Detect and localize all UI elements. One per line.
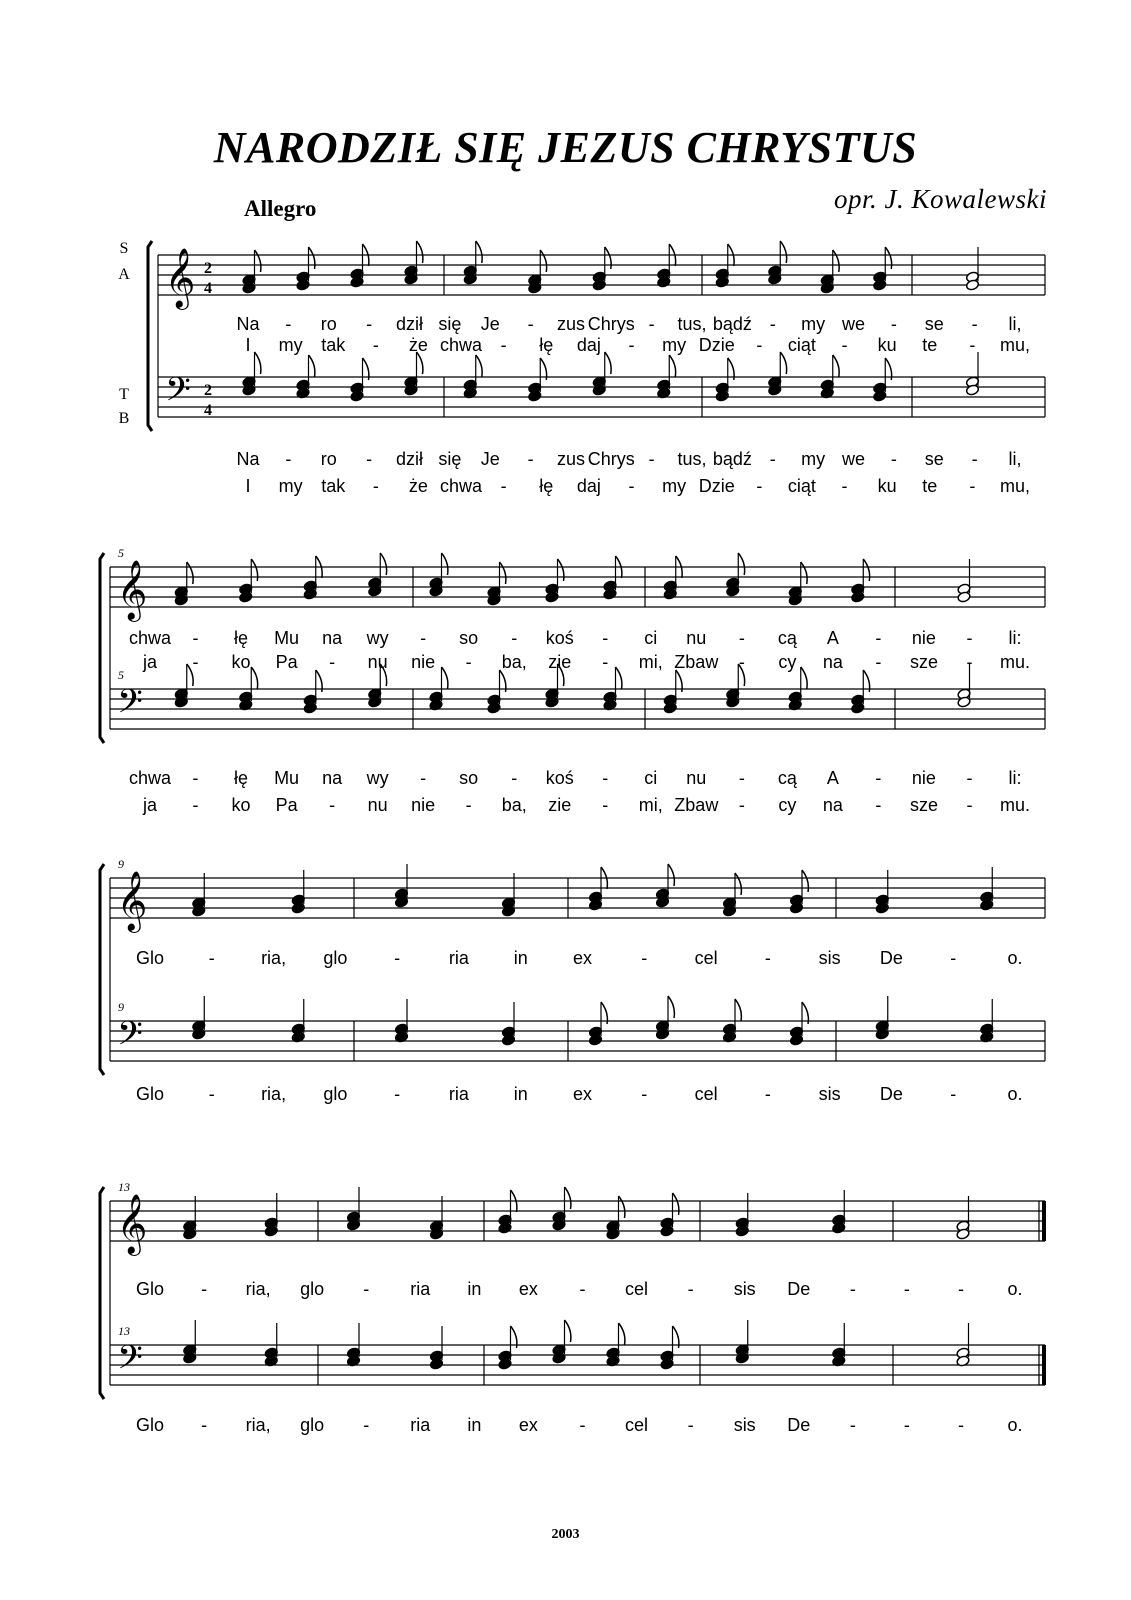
note-flag: [801, 562, 807, 584]
lyric-syllable-lower: na: [322, 768, 343, 788]
note-flag: [565, 1187, 571, 1209]
lyric-syllable-lower: I: [245, 476, 251, 496]
treble-clef-icon: 𝄞: [116, 1194, 148, 1254]
note-flag: [780, 352, 786, 374]
lyric-syllable-upper: nu: [367, 652, 388, 672]
lyric-syllable-lower: -: [329, 795, 336, 815]
note-flag: [802, 870, 808, 892]
lyric-syllable-upper: mu.: [999, 652, 1031, 672]
lyric-syllable-lower: łę: [234, 768, 249, 788]
lyric-syllable-lower: -: [511, 768, 518, 788]
lyric-syllable-upper: nie: [911, 628, 936, 648]
lyric-syllable-upper: chwa: [128, 628, 172, 648]
lyric-syllable-lower: ex: [572, 1084, 593, 1104]
lyric-syllable-lower: -: [285, 449, 292, 469]
lyric-syllable-lower: Zbaw: [674, 795, 719, 815]
note-flag: [669, 355, 675, 377]
lyric-syllable-upper: -: [971, 314, 978, 334]
tempo-marking: Allegro: [244, 196, 317, 221]
lyric-syllable-lower: -: [201, 1415, 208, 1435]
note-flag: [565, 1320, 571, 1342]
lyric-syllable-upper: my: [662, 335, 687, 355]
lyric-syllable-lower: glo: [300, 1415, 325, 1435]
lyric-syllable-lower: zie: [548, 795, 572, 815]
note-flag: [442, 667, 448, 689]
lyric-syllable-upper: nie: [411, 652, 436, 672]
lyric-syllable-lower: nie: [411, 795, 436, 815]
lyric-syllable-lower: -: [648, 449, 655, 469]
lyric-syllable-upper: zus: [556, 314, 585, 334]
lyric-syllable-lower: se: [924, 449, 944, 469]
lyric-syllable-upper: ciąt: [787, 335, 816, 355]
note-flag: [780, 241, 786, 263]
lyric-syllable-lower: chwa: [128, 768, 172, 788]
lyric-syllable-upper: ria,: [261, 948, 287, 968]
note-flag: [673, 1193, 679, 1215]
note-flag: [540, 250, 546, 272]
lyric-syllable-lower: -: [420, 768, 427, 788]
lyric-syllable-lower: ria: [410, 1415, 431, 1435]
note-flag: [885, 247, 891, 269]
lyric-syllable-lower: się: [438, 449, 462, 469]
measure-number-upper: 5: [118, 546, 124, 560]
time-signature-top: 2: [204, 260, 212, 277]
lyric-syllable-lower: -: [849, 1415, 856, 1435]
lyric-syllable-upper: my: [801, 314, 826, 334]
lyric-syllable-upper: łę: [539, 335, 554, 355]
lyric-syllable-lower: -: [687, 1415, 694, 1435]
lyric-syllable-upper: -: [957, 1279, 964, 1299]
lyric-syllable-upper: -: [329, 652, 336, 672]
lyric-syllable-upper: tak: [321, 335, 346, 355]
lyric-syllable-lower: Pa: [275, 795, 298, 815]
lyric-syllable-lower: -: [903, 1415, 910, 1435]
footer-year: 2003: [551, 1527, 580, 1542]
measure-number-upper: 9: [118, 857, 124, 871]
lyric-syllable-lower: -: [764, 1084, 771, 1104]
lyric-syllable-upper: Na: [236, 314, 260, 334]
lyric-syllable-upper: -: [648, 314, 655, 334]
lyric-syllable-upper: ria: [410, 1279, 431, 1299]
lyric-syllable-lower: dził: [395, 449, 423, 469]
song-title: NARODZIŁ SIĘ JEZUS CHRYSTUS: [213, 123, 918, 172]
lyric-syllable-lower: my: [278, 476, 303, 496]
note-flag: [442, 553, 448, 575]
note-flag: [187, 562, 193, 584]
lyric-syllable-upper: -: [208, 948, 215, 968]
lyric-syllable-lower: bądź: [712, 449, 752, 469]
lyric-syllable-upper: sis: [818, 948, 841, 968]
bass-clef-icon: 𝄢: [165, 371, 191, 417]
note-flag: [833, 355, 839, 377]
lyric-syllable-upper: I: [245, 335, 251, 355]
lyric-syllable-lower: Mu: [274, 768, 300, 788]
final-barline: [1042, 1345, 1046, 1385]
lyric-syllable-upper: -: [738, 652, 745, 672]
lyric-syllable-lower: -: [875, 768, 882, 788]
lyric-syllable-lower: Je: [480, 449, 500, 469]
lyric-syllable-lower: ku: [877, 476, 897, 496]
note-flag: [619, 1196, 625, 1218]
lyric-syllable-upper: Glo: [135, 1279, 165, 1299]
lyric-syllable-lower: mu.: [999, 795, 1031, 815]
lyric-syllable-lower: na: [822, 795, 843, 815]
lyric-syllable-upper: -: [969, 335, 976, 355]
lyric-syllable-upper: Mu: [274, 628, 300, 648]
lyric-syllable-lower: -: [966, 768, 973, 788]
lyric-syllable-upper: -: [285, 314, 292, 334]
time-signature-bottom: 4: [204, 280, 212, 297]
note-flag: [605, 352, 611, 374]
lyric-syllable-lower: glo: [323, 1084, 348, 1104]
arranger-credit: opr. J. Kowalewski: [833, 184, 1047, 214]
lyric-syllable-upper: ex: [518, 1279, 538, 1299]
lyric-syllable-lower: -: [756, 476, 763, 496]
note-flag: [417, 241, 423, 263]
lyric-syllable-upper: -: [579, 1279, 586, 1299]
lyric-syllable-lower: ex: [518, 1415, 538, 1435]
bass-clef-icon: 𝄢: [117, 1339, 143, 1385]
lyric-syllable-lower: sis: [818, 1084, 841, 1104]
lyric-syllable-upper: De: [787, 1279, 811, 1299]
note-flag: [380, 553, 386, 575]
lyric-syllable-lower: -: [966, 795, 973, 815]
note-flag: [668, 864, 674, 886]
lyric-syllable-lower: my: [662, 476, 687, 496]
lyric-syllable-lower: że: [408, 476, 428, 496]
lyric-syllable-upper: in: [467, 1279, 482, 1299]
lyric-syllable-upper: -: [756, 335, 763, 355]
lyric-syllable-lower: -: [890, 449, 897, 469]
system-bracket: [100, 864, 104, 1075]
lyric-syllable-upper: dził: [395, 314, 423, 334]
lyric-syllable-upper: ria: [448, 948, 469, 968]
lyric-syllable-lower: ciąt: [787, 476, 816, 496]
treble-clef-icon: 𝄞: [116, 560, 148, 620]
lyric-syllable-upper: so: [459, 628, 479, 648]
lyric-syllable-upper: -: [602, 628, 609, 648]
voice-label-tenor: T: [119, 386, 129, 403]
lyric-syllable-upper: ria,: [245, 1279, 271, 1299]
lyric-syllable-upper: -: [903, 1279, 910, 1299]
note-flag: [500, 562, 506, 584]
lyric-syllable-lower: ro: [320, 449, 337, 469]
voice-label-bass: B: [118, 410, 130, 427]
lyric-syllable-upper: chwa: [440, 335, 483, 355]
lyric-syllable-upper: bądź: [712, 314, 752, 334]
note-flag: [735, 999, 741, 1021]
lyric-syllable-lower: cy: [778, 795, 797, 815]
lyric-syllable-lower: -: [500, 476, 507, 496]
note-flag: [417, 352, 423, 374]
lyric-syllable-upper: ku: [877, 335, 897, 355]
lyric-syllable-lower: -: [527, 449, 534, 469]
note-flag: [605, 247, 611, 269]
lyric-syllable-lower: -: [875, 795, 882, 815]
lyric-syllable-upper: -: [394, 948, 401, 968]
lyric-syllable-lower: -: [363, 1415, 370, 1435]
lyric-syllable-upper: cel: [694, 948, 718, 968]
system-bracket: [100, 1187, 104, 1399]
lyric-syllable-upper: ba,: [501, 652, 527, 672]
system-bracket: [100, 553, 104, 743]
lyric-syllable-upper: -: [875, 628, 882, 648]
bass-clef-icon: 𝄢: [117, 683, 143, 729]
note-flag: [251, 559, 257, 581]
note-flag: [251, 667, 257, 689]
lyric-syllable-lower: łę: [539, 476, 554, 496]
lyric-syllable-lower: we: [842, 449, 866, 469]
lyric-syllable-lower: -: [192, 768, 199, 788]
lyric-syllable-lower: -: [602, 795, 609, 815]
lyric-syllable-lower: Na: [236, 449, 260, 469]
lyric-syllable-upper: o.: [1007, 1279, 1023, 1299]
lyric-syllable-lower: ria: [448, 1084, 469, 1104]
lyric-syllable-upper: ja: [142, 652, 158, 672]
lyric-syllable-upper: -: [602, 652, 609, 672]
lyric-syllable-upper: tus,: [677, 314, 707, 334]
lyric-syllable-upper: ci: [644, 628, 658, 648]
note-flag: [476, 241, 482, 263]
lyric-syllable-upper: se: [924, 314, 944, 334]
lyric-syllable-lower: nu: [367, 795, 388, 815]
lyric-syllable-lower: cą: [777, 768, 797, 788]
lyric-syllable-upper: na: [322, 628, 343, 648]
lyric-syllable-lower: -: [208, 1084, 215, 1104]
lyric-syllable-lower: -: [465, 795, 472, 815]
lyric-syllable-upper: mu,: [999, 335, 1031, 355]
lyric-syllable-upper: że: [408, 335, 428, 355]
lyric-syllable-upper: Glo: [135, 948, 165, 968]
lyric-syllable-upper: o.: [1007, 948, 1023, 968]
measure-number-lower: 5: [118, 668, 124, 682]
lyric-syllable-lower: ko: [231, 795, 251, 815]
lyric-syllable-lower: daj: [576, 476, 601, 496]
note-flag: [619, 1323, 625, 1345]
lyric-syllable-lower: te: [922, 476, 938, 496]
lyric-syllable-lower: ria,: [245, 1415, 271, 1435]
lyric-syllable-lower: -: [602, 768, 609, 788]
lyric-syllable-upper: sis: [733, 1279, 756, 1299]
lyric-syllable-lower: in: [513, 1084, 528, 1104]
lyric-syllable-upper: cą: [777, 628, 797, 648]
lyric-syllable-upper: -: [192, 652, 199, 672]
lyric-syllable-upper: -: [764, 948, 771, 968]
lyric-syllable-lower: o.: [1007, 1415, 1023, 1435]
lyric-syllable-upper: -: [769, 314, 776, 334]
note-flag: [833, 250, 839, 272]
lyric-syllable-upper: -: [527, 314, 534, 334]
lyric-syllable-upper: -: [687, 1279, 694, 1299]
lyric-syllable-upper: -: [465, 652, 472, 672]
note-flag: [309, 247, 315, 269]
lyric-syllable-lower: -: [394, 1084, 401, 1104]
lyric-syllable-upper: koś: [545, 628, 574, 648]
lyric-syllable-lower: ba,: [501, 795, 527, 815]
lyric-syllable-lower: tak: [321, 476, 346, 496]
voice-label-alto: A: [118, 266, 130, 283]
lyric-syllable-lower: Dzie: [698, 476, 735, 496]
lyric-syllable-lower: mu,: [999, 476, 1031, 496]
lyric-syllable-lower: ja: [142, 795, 158, 815]
lyric-syllable-lower: -: [372, 476, 379, 496]
lyric-syllable-upper: -: [372, 335, 379, 355]
lyric-syllable-upper: -: [966, 652, 973, 672]
lyric-syllable-lower: nu: [686, 768, 707, 788]
lyric-syllable-lower: ci: [644, 768, 658, 788]
lyric-syllable-upper: cel: [625, 1279, 649, 1299]
lyric-syllable-lower: o.: [1007, 1084, 1023, 1104]
lyric-syllable-lower: -: [969, 476, 976, 496]
lyric-syllable-lower: li:: [1008, 768, 1022, 788]
lyric-syllable-upper: ex: [572, 948, 593, 968]
lyric-syllable-upper: glo: [300, 1279, 325, 1299]
lyric-syllable-upper: -: [875, 652, 882, 672]
lyric-syllable-upper: -: [363, 1279, 370, 1299]
lyric-syllable-lower: chwa: [440, 476, 483, 496]
lyric-syllable-upper: Zbaw: [674, 652, 719, 672]
note-flag: [863, 559, 869, 581]
lyric-syllable-lower: -: [579, 1415, 586, 1435]
lyric-syllable-lower: ria,: [261, 1084, 287, 1104]
lyric-syllable-upper: -: [738, 628, 745, 648]
note-flag: [738, 553, 744, 575]
bass-clef-icon: 𝄢: [117, 1015, 143, 1061]
lyric-syllable-lower: -: [769, 449, 776, 469]
lyric-syllable-upper: ko: [231, 652, 251, 672]
system-bracket: [148, 241, 152, 431]
lyric-syllable-upper: -: [511, 628, 518, 648]
lyric-syllable-lower: -: [971, 449, 978, 469]
lyric-syllable-upper: A: [826, 628, 839, 648]
time-signature-bottom: 4: [204, 402, 212, 419]
lyric-syllable-upper: sze: [909, 652, 938, 672]
treble-clef-icon: 𝄞: [116, 871, 148, 931]
note-flag: [476, 355, 482, 377]
treble-clef-icon: 𝄞: [164, 248, 196, 308]
lyric-syllable-upper: -: [966, 628, 973, 648]
lyric-syllable-lower: -: [628, 476, 635, 496]
lyric-syllable-lower: -: [738, 768, 745, 788]
lyric-syllable-lower: De: [879, 1084, 903, 1104]
lyric-syllable-lower: li,: [1008, 449, 1022, 469]
note-flag: [255, 250, 261, 272]
lyric-syllable-upper: -: [420, 628, 427, 648]
lyric-syllable-upper: li,: [1008, 314, 1022, 334]
lyric-syllable-upper: Dzie: [698, 335, 735, 355]
measure-number-lower: 9: [118, 1000, 124, 1014]
lyric-syllable-upper: Chrys: [587, 314, 635, 334]
lyric-syllable-lower: nie: [911, 768, 936, 788]
lyric-syllable-upper: na: [822, 652, 843, 672]
lyric-syllable-upper: ro: [320, 314, 337, 334]
lyric-syllable-lower: mi,: [638, 795, 663, 815]
lyric-syllable-lower: my: [801, 449, 826, 469]
lyric-syllable-lower: cel: [694, 1084, 718, 1104]
lyric-syllable-lower: koś: [545, 768, 574, 788]
lyric-syllable-lower: -: [950, 1084, 957, 1104]
lyric-syllable-lower: -: [366, 449, 373, 469]
lyric-syllable-upper: -: [841, 335, 848, 355]
lyric-syllable-lower: so: [459, 768, 479, 788]
lyric-syllable-upper: Pa: [275, 652, 298, 672]
lyric-syllable-lower: -: [738, 795, 745, 815]
lyric-syllable-lower: sis: [733, 1415, 756, 1435]
lyric-syllable-upper: daj: [576, 335, 601, 355]
lyric-syllable-upper: wy: [366, 628, 389, 648]
note-flag: [255, 352, 261, 374]
note-flag: [558, 559, 564, 581]
lyric-syllable-upper: Je: [480, 314, 500, 334]
lyric-syllable-upper: się: [438, 314, 462, 334]
lyric-syllable-upper: -: [890, 314, 897, 334]
lyric-syllable-upper: we: [842, 314, 866, 334]
measure-number-upper: 13: [118, 1180, 130, 1194]
lyric-syllable-lower: cel: [625, 1415, 649, 1435]
lyric-syllable-upper: glo: [323, 948, 348, 968]
lyric-syllable-lower: zus: [556, 449, 585, 469]
lyric-syllable-upper: -: [641, 948, 648, 968]
lyric-syllable-upper: -: [201, 1279, 208, 1299]
lyric-syllable-upper: li:: [1008, 628, 1022, 648]
lyric-syllable-upper: łę: [234, 628, 249, 648]
lyric-syllable-upper: zie: [548, 652, 572, 672]
lyric-syllable-upper: my: [278, 335, 303, 355]
lyric-syllable-lower: Glo: [135, 1084, 165, 1104]
lyric-syllable-upper: De: [879, 948, 903, 968]
time-signature-top: 2: [204, 382, 212, 399]
lyric-syllable-upper: in: [513, 948, 528, 968]
final-barline: [1042, 1201, 1046, 1241]
lyric-syllable-lower: Chrys: [587, 449, 635, 469]
measure-number-lower: 13: [118, 1324, 130, 1338]
lyric-syllable-upper: te: [922, 335, 938, 355]
note-flag: [801, 667, 807, 689]
voice-label-soprano: S: [119, 240, 129, 257]
lyric-syllable-lower: Glo: [135, 1415, 165, 1435]
lyric-syllable-upper: cy: [778, 652, 797, 672]
lyric-syllable-upper: -: [950, 948, 957, 968]
lyric-syllable-lower: in: [467, 1415, 482, 1435]
note-flag: [668, 996, 674, 1018]
lyric-syllable-upper: -: [628, 335, 635, 355]
lyric-syllable-upper: -: [192, 628, 199, 648]
lyric-syllable-upper: -: [849, 1279, 856, 1299]
note-flag: [735, 873, 741, 895]
lyric-syllable-lower: -: [192, 795, 199, 815]
lyric-syllable-lower: De: [787, 1415, 811, 1435]
lyric-syllable-lower: tus,: [677, 449, 707, 469]
lyric-syllable-lower: wy: [366, 768, 389, 788]
note-flag: [309, 355, 315, 377]
lyric-syllable-upper: -: [366, 314, 373, 334]
lyric-syllable-lower: -: [841, 476, 848, 496]
lyric-syllable-lower: A: [826, 768, 839, 788]
lyric-syllable-lower: -: [641, 1084, 648, 1104]
lyric-syllable-lower: sze: [909, 795, 938, 815]
lyric-syllable-upper: mi,: [638, 652, 663, 672]
lyric-syllable-upper: -: [500, 335, 507, 355]
note-flag: [616, 667, 622, 689]
lyric-syllable-lower: -: [957, 1415, 964, 1435]
lyric-syllable-upper: nu: [686, 628, 707, 648]
